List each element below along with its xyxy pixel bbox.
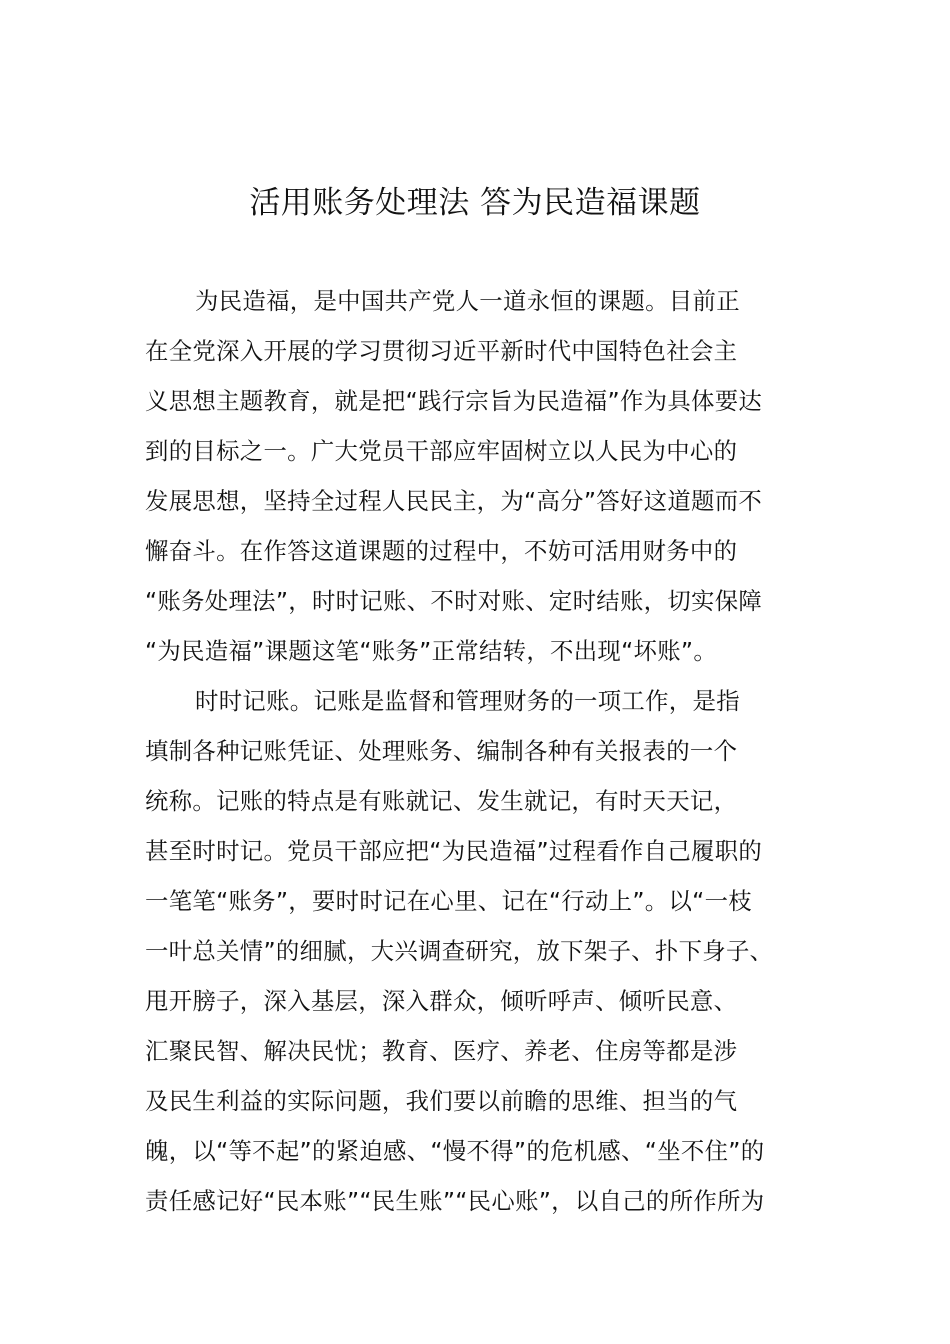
paragraph-2-line: 甚至时时记。党员干部应把“为民造福”过程看作自己履职的 (145, 837, 763, 865)
paragraph-1-line: 懈奋斗。在作答这道课题的过程中，不妨可活用财务中的 (145, 537, 738, 565)
paragraph-2-line: 一笔笔“账务”，要时时记在心里、记在“行动上”。以“一枝 (145, 887, 752, 915)
paragraph-2-line: 及民生利益的实际问题，我们要以前瞻的思维、担当的气 (145, 1087, 738, 1115)
paragraph-1-line: “账务处理法”，时时记账、不时对账、定时结账，切实保障 (145, 587, 763, 615)
paragraph-1-line: 为民造福，是中国共产党人一道永恒的课题。目前正 (195, 287, 740, 315)
paragraph-2-line: 甩开膀子，深入基层，深入群众，倾听呼声、倾听民意、 (145, 987, 738, 1015)
paragraph-2-line: 填制各种记账凭证、处理账务、编制各种有关报表的一个 (145, 737, 738, 765)
paragraph-1-line: “为民造福”课题这笔“账务”正常结转，不出现“坏账”。 (145, 637, 718, 665)
paragraph-1-line: 在全党深入开展的学习贯彻习近平新时代中国特色社会主 (145, 337, 738, 365)
paragraph-2-line: 魄，以“等不起”的紧迫感、“慢不得”的危机感、“坐不住”的 (145, 1137, 765, 1165)
document-body (145, 276, 865, 1226)
paragraph-2-line: 一叶总关情”的细腻，大兴调查研究，放下架子、扑下身子、 (145, 937, 774, 965)
paragraph-1-line: 义思想主题教育，就是把“践行宗旨为民造福”作为具体要达 (145, 387, 763, 415)
document-title: 活用账务处理法 答为民造福课题 (249, 185, 701, 221)
paragraph-2-line: 责任感记好“民本账”“民生账”“民心账”，以自己的所作所为 (145, 1187, 765, 1215)
paragraph-2-line: 统称。记账的特点是有账就记、发生就记，有时天天记， (145, 787, 738, 815)
paragraph-1-line: 发展思想，坚持全过程人民民主，为“高分”答好这道题而不 (145, 487, 763, 515)
paragraph-2-line: 时时记账。记账是监督和管理财务的一项工作，是指 (195, 687, 740, 715)
paragraph-2-line: 汇聚民智、解决民忧；教育、医疗、养老、住房等都是涉 (145, 1037, 738, 1065)
paragraph-1-line: 到的目标之一。广大党员干部应牢固树立以人民为中心的 (145, 437, 738, 465)
